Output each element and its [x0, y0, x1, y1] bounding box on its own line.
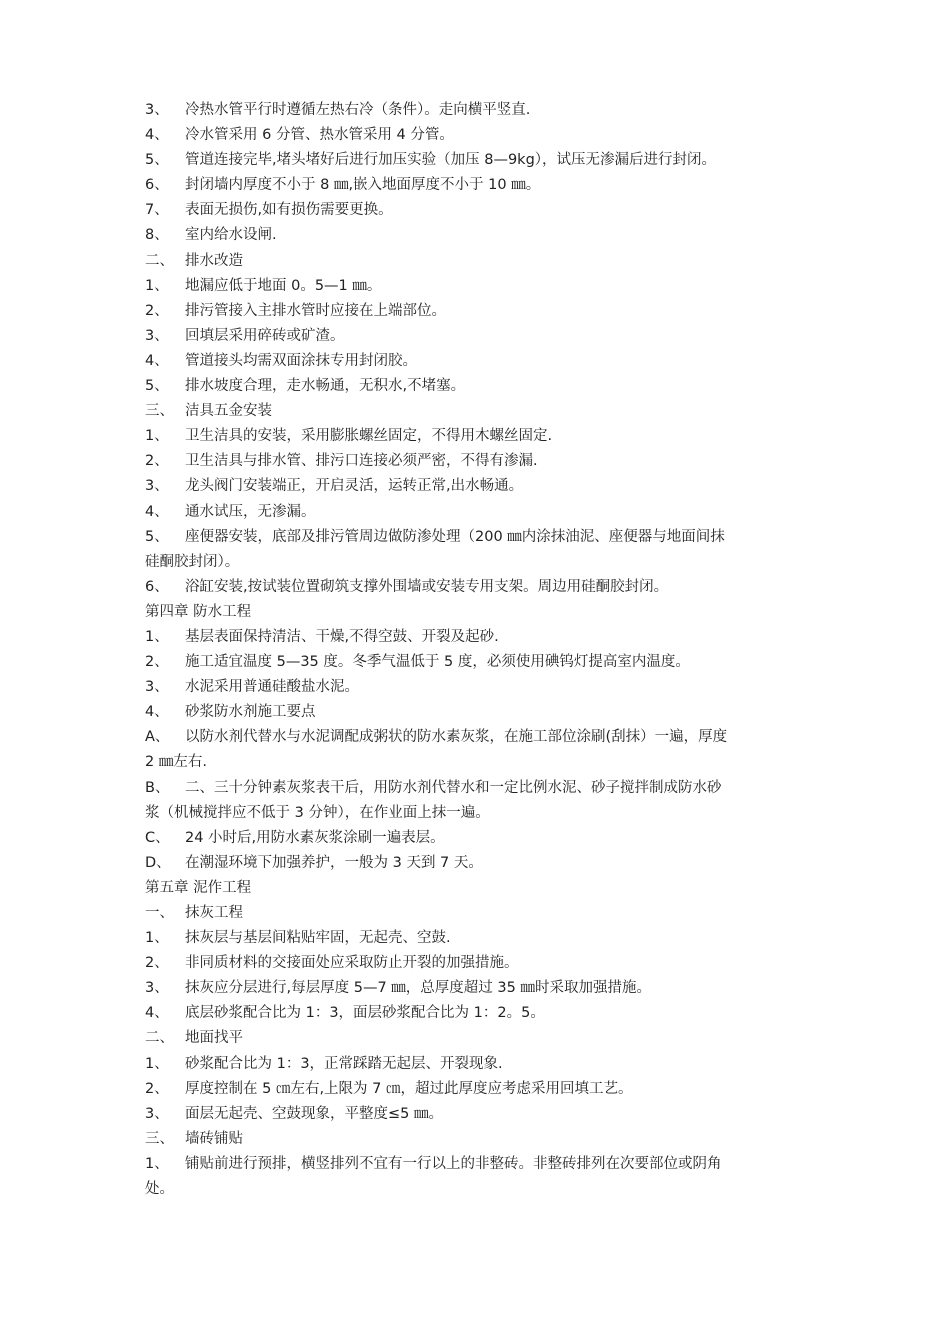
- line-text: 地面找平: [185, 1030, 243, 1047]
- line-text: 处。: [145, 1181, 174, 1198]
- text-line: [145, 650, 810, 675]
- line-text: 底层砂浆配合比为 1：3，面层砂浆配合比为 1：2。5。: [185, 1005, 545, 1022]
- line-text: 厚度控制在 5 ㎝左右,上限为 7 ㎝，超过此厚度应考虑采用回填工艺。: [185, 1080, 633, 1097]
- text-line: [145, 550, 810, 575]
- line-number: 1、: [145, 277, 169, 294]
- text-line: [145, 600, 810, 625]
- line-text: 封闭墙内厚度不小于 8 ㎜,嵌入地面厚度不小于 10 ㎜。: [185, 177, 541, 194]
- text-line: [145, 198, 810, 223]
- line-text: 基层表面保持清洁、干燥,不得空鼓、开裂及起砂.: [185, 628, 499, 645]
- line-text: 砂浆防水剂施工要点: [185, 704, 316, 721]
- text-line: [145, 725, 810, 750]
- text-line: [145, 374, 810, 399]
- line-number: 1、: [145, 628, 169, 645]
- text-line: [145, 399, 810, 424]
- line-number: 一、: [145, 905, 174, 921]
- line-number: 2、: [145, 654, 169, 671]
- line-number: 2、: [145, 302, 169, 319]
- text-line: [145, 675, 810, 700]
- line-text: 施工适宜温度 5—35 度。冬季气温低于 5 度，必须使用碘钨灯提高室内温度。: [185, 654, 690, 671]
- text-line: [145, 1127, 810, 1152]
- text-line: [145, 776, 810, 801]
- text-line: [145, 1102, 810, 1127]
- text-line: [145, 349, 810, 374]
- text-line: [145, 1052, 810, 1077]
- line-number: B、: [145, 779, 170, 796]
- text-line: [145, 951, 810, 976]
- text-line: [145, 700, 810, 725]
- line-number: 5、: [145, 378, 169, 395]
- line-text: 硅酮胶封闭）。: [145, 553, 240, 570]
- line-text: 表面无损伤,如有损伤需要更换。: [185, 202, 393, 219]
- line-text: 面层无起壳、空鼓现象，平整度≤5 ㎜。: [185, 1105, 443, 1122]
- text-line: [145, 1026, 810, 1051]
- line-text: 抹灰应分层进行,每层厚度 5—7 ㎜，总厚度超过 35 ㎜时采取加强措施。: [185, 980, 651, 997]
- text-line: [145, 876, 810, 901]
- text-line: [145, 801, 810, 826]
- line-text: 座便器安装，底部及排污管周边做防渗处理（200 ㎜内涂抹油泥、座便器与地面间抹: [185, 528, 725, 545]
- text-line: [145, 98, 810, 123]
- line-text: 第四章 防水工程: [145, 603, 252, 620]
- text-line: [145, 926, 810, 951]
- line-number: 3、: [145, 679, 169, 696]
- text-line: [145, 474, 810, 499]
- text-line: [145, 249, 810, 274]
- line-text: 水泥采用普通硅酸盐水泥。: [185, 679, 359, 696]
- line-text: 排水坡度合理，走水畅通，无积水,不堵塞。: [185, 378, 466, 395]
- text-line: [145, 625, 810, 650]
- line-number: 5、: [145, 528, 169, 545]
- line-number: 1、: [145, 1055, 169, 1072]
- line-number: 三、: [145, 1130, 174, 1147]
- line-number: 二、: [145, 252, 174, 269]
- line-number: 3、: [145, 980, 169, 997]
- line-text: 卫生洁具的安装，采用膨胀螺丝固定，不得用木螺丝固定.: [185, 428, 553, 445]
- line-number: 2、: [145, 453, 169, 470]
- line-number: 4、: [145, 704, 169, 721]
- line-text: 抹灰工程: [185, 905, 243, 921]
- line-number: 1、: [145, 1155, 169, 1172]
- document-body: [145, 98, 810, 1202]
- line-number: 4、: [145, 127, 169, 144]
- text-line: [145, 500, 810, 525]
- line-number: 2、: [145, 955, 169, 972]
- line-text: 24 小时后,用防水素灰浆涂刷一遍表层。: [185, 829, 445, 846]
- line-text: 墙砖铺贴: [185, 1130, 243, 1147]
- text-line: [145, 449, 810, 474]
- line-number: A、: [145, 729, 170, 746]
- line-text: 在潮湿环境下加强养护，一般为 3 天到 7 天。: [185, 854, 483, 871]
- line-number: 三、: [145, 403, 174, 420]
- line-number: 3、: [145, 478, 169, 495]
- text-line: [145, 173, 810, 198]
- line-number: 4、: [145, 503, 169, 520]
- line-text: 龙头阀门安装端正，开启灵活，运转正常,出水畅通。: [185, 478, 524, 495]
- line-number: 二、: [145, 1030, 174, 1047]
- line-number: C、: [145, 829, 170, 846]
- line-number: 5、: [145, 152, 169, 169]
- line-text: 非同质材料的交接面处应采取防止开裂的加强措施。: [185, 955, 519, 972]
- text-line: [145, 1177, 810, 1202]
- text-line: [145, 750, 810, 775]
- text-line: [145, 324, 810, 349]
- text-line: [145, 1001, 810, 1026]
- line-text: 铺贴前进行预排，横竖排列不宜有一行以上的非整砖。非整砖排列在次要部位或阴角: [185, 1155, 722, 1172]
- line-number: 7、: [145, 202, 169, 219]
- line-text: 室内给水设闸.: [185, 227, 277, 244]
- line-number: 6、: [145, 578, 169, 595]
- line-text: 浴缸安装,按试装位置砌筑支撑外围墙或安装专用支架。周边用硅酮胶封闭。: [185, 578, 669, 595]
- line-number: 8、: [145, 227, 169, 244]
- text-line: [145, 274, 810, 299]
- line-number: 2、: [145, 1080, 169, 1097]
- text-line: [145, 575, 810, 600]
- line-number: 6、: [145, 177, 169, 194]
- line-number: 3、: [145, 327, 169, 344]
- line-number: 3、: [145, 1105, 169, 1122]
- line-text: 砂浆配合比为 1：3，正常踩踏无起层、开裂现象.: [185, 1055, 503, 1072]
- text-line: [145, 976, 810, 1001]
- line-text: 浆（机械搅拌应不低于 3 分钟），在作业面上抹一遍。: [145, 804, 490, 821]
- line-text: 排水改造: [185, 252, 243, 269]
- line-number: D、: [145, 854, 171, 871]
- line-number: 4、: [145, 1005, 169, 1022]
- line-text: 以防水剂代替水与水泥调配成粥状的防水素灰浆，在施工部位涂刷(刮抹）一遍，厚度: [185, 729, 728, 746]
- line-text: 抹灰层与基层间粘贴牢固，无起壳、空鼓.: [185, 930, 451, 947]
- line-number: 1、: [145, 930, 169, 947]
- line-text: 冷水管采用 6 分管、热水管采用 4 分管。: [185, 127, 454, 144]
- text-line: [145, 148, 810, 173]
- line-number: 3、: [145, 102, 169, 118]
- text-line: [145, 424, 810, 449]
- line-text: 第五章 泥作工程: [145, 879, 252, 896]
- line-text: 通水试压，无渗漏。: [185, 503, 316, 520]
- text-line: [145, 826, 810, 851]
- line-number: 1、: [145, 428, 169, 445]
- line-text: 管道连接完毕,堵头堵好后进行加压实验（加压 8—9kg），试压无渗漏后进行封闭。: [185, 152, 717, 169]
- text-line: [145, 223, 810, 248]
- line-text: 地漏应低于地面 0。5—1 ㎜。: [185, 277, 382, 294]
- line-text: 洁具五金安装: [185, 403, 272, 420]
- line-text: 二、三十分钟素灰浆表干后，用防水剂代替水和一定比例水泥、砂子搅拌制成防水砂: [185, 779, 722, 796]
- line-text: 管道接头均需双面涂抹专用封闭胶。: [185, 352, 417, 369]
- line-text: 回填层采用碎砖或矿渣。: [185, 327, 345, 344]
- line-number: 4、: [145, 352, 169, 369]
- line-text: 冷热水管平行时遵循左热右冷（条件）。走向横平竖直.: [185, 102, 531, 118]
- text-line: [145, 525, 810, 550]
- text-line: [145, 851, 810, 876]
- line-text: 2 ㎜左右.: [145, 754, 207, 771]
- text-line: [145, 299, 810, 324]
- text-line: [145, 1077, 810, 1102]
- text-line: [145, 123, 810, 148]
- text-line: [145, 1152, 810, 1177]
- text-line: [145, 901, 810, 926]
- line-text: 排污管接入主排水管时应接在上端部位。: [185, 302, 446, 319]
- line-text: 卫生洁具与排水管、排污口连接必须严密，不得有渗漏.: [185, 453, 538, 470]
